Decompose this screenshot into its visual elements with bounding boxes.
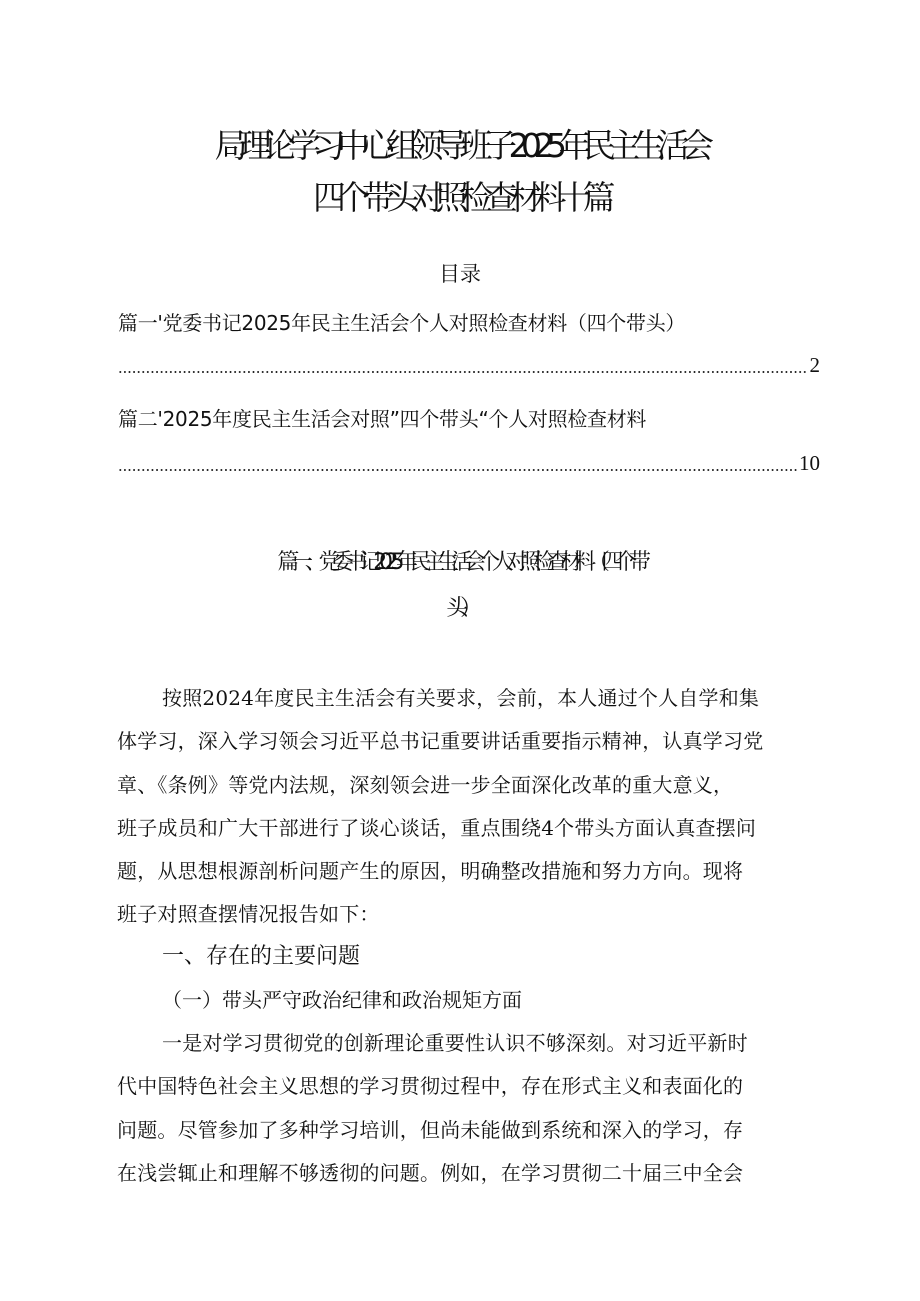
body-line-1: 一是对学习贯彻党的创新理论重要性认识不够深刻。对习近平新时 (162, 1031, 748, 1055)
body-line-2: 代中国特色社会主义思想的学习贯彻过程中，存在形式主义和表面化的 (117, 1074, 744, 1098)
heading-level-2: （一）带头严守政治纪律和政治规矩方面 (162, 988, 522, 1012)
section-title-line-1: 篇一、党委书记2025年民主生活会个人对照检查材料（四个带 (277, 550, 643, 575)
toc-entry-2-leader[interactable] (118, 449, 820, 477)
dot-leader (118, 469, 797, 471)
intro-line-6: 班子对照查摆情况报告如下： (117, 902, 380, 926)
intro-line-2: 体学习，深入学习领会习近平总书记重要讲话重要指示精神，认真学习党 (117, 729, 764, 753)
intro-line-4: 班子成员和广大干部进行了谈心谈话，重点围绕4个带头方面认真查摆问 (117, 816, 757, 840)
toc-entry-1-text[interactable]: 篇一'党委书记2025年民主生活会个人对照检查材料（四个带头） (118, 311, 686, 335)
body-line-3: 问题。尽管参加了多种学习培训，但尚未能做到系统和深入的学习，存 (117, 1118, 744, 1142)
heading-level-1: 一、存在的主要问题 (162, 944, 361, 969)
body-line-4: 在浅尝辄止和理解不够透彻的问题。例如，在学习贯彻二十届三中全会 (117, 1161, 744, 1185)
dot-leader (118, 371, 808, 373)
toc-entry-1-page: 2 (809, 353, 820, 377)
document-title-line-1: 局理论学习中心组领导班子2025年民主生活会 (214, 126, 706, 165)
toc-heading: 目录 (439, 262, 481, 286)
toc-entry-2-text[interactable]: 篇二'2025年度民主生活会对照”四个带头“个人对照检查材料 (118, 407, 647, 431)
section-title-line-2: 头） (446, 596, 474, 621)
toc-entry-1-leader[interactable] (118, 351, 820, 379)
intro-line-5: 题，从思想根源剖析问题产生的原因，明确整改措施和努力方向。现将 (117, 859, 744, 883)
toc-entry-2-page: 10 (799, 451, 820, 475)
intro-line-3: 章、《条例》等党内法规，深刻领会进一步全面深化改革的重大意义， (117, 773, 734, 797)
intro-line-1: 按照2024年度民主生活会有关要求，会前，本人通过个人自学和集 (162, 686, 760, 710)
document-title-line-2: 四个带头对照检查材料十篇 (313, 178, 607, 217)
